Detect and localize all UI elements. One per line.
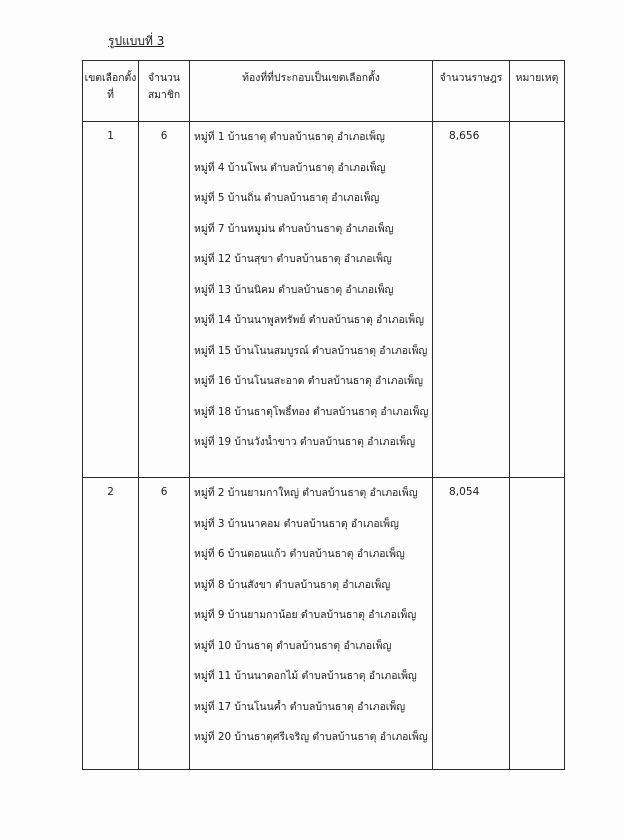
district-number-cell: 1	[83, 122, 139, 478]
list-item: หมู่ที่ 8 บ้านสังขา ตำบลบ้านธาตุ อำเภอเพ็ญ	[194, 578, 391, 591]
list-item: หมู่ที่ 7 บ้านหมูม่น ตำบลบ้านธาตุ อำเภอเพ็ญ	[194, 222, 394, 235]
list-item: หมู่ที่ 16 บ้านโนนสะอาด ตำบลบ้านธาตุ อำเภอเพ็ญ	[194, 375, 424, 387]
list-item: หมู่ที่ 13 บ้านนิคม ตำบลบ้านธาตุ อำเภอเพ็ญ	[194, 283, 394, 296]
list-item: หมู่ที่ 14 บ้านนาพูลทรัพย์ ตำบลบ้านธาตุ อำเภอเพ็ญ	[194, 314, 425, 326]
table-row	[83, 122, 565, 478]
header-remarks-label: หมายเหตุ	[515, 72, 559, 84]
list-item: หมู่ที่ 10 บ้านธาตุ ตำบลบ้านธาตุ อำเภอเพ็ญ	[194, 639, 392, 652]
header-district-line1: เขตเลือกตั้ง	[84, 72, 137, 84]
list-item: หมู่ที่ 20 บ้านธาตุศรีเจริญ ตำบลบ้านธาตุ อำเภอเพ็ญ	[194, 731, 428, 743]
list-item: หมู่ที่ 5 บ้านถิ่น ตำบลบ้านธาตุ อำเภอเพ็ญ	[194, 192, 380, 204]
format-title: รูปแบบที่ 3	[108, 34, 165, 48]
list-item: หมู่ที่ 3 บ้านนาคอม ตำบลบ้านธาตุ อำเภอเพ็ญ	[194, 517, 399, 530]
header-district	[83, 61, 139, 122]
remarks-cell	[510, 122, 565, 478]
member-count-cell: 6	[139, 478, 190, 770]
village-list	[190, 122, 432, 466]
list-item: หมู่ที่ 12 บ้านสุขา ตำบลบ้านธาตุ อำเภอเพ็ญ	[194, 253, 392, 265]
population-cell: 8,054	[433, 478, 510, 770]
header-population-label: จำนวนราษฎร	[439, 72, 503, 84]
remarks-cell	[510, 478, 565, 770]
list-item: หมู่ที่ 11 บ้านนาดอกไม้ ตำบลบ้านธาตุ อำเภอเพ็ญ	[194, 670, 417, 682]
header-area-label: ท้องที่ที่ประกอบเป็นเขตเลือกตั้ง	[242, 72, 380, 84]
list-item: หมู่ที่ 19 บ้านวังน้ำขาว ตำบลบ้านธาตุ อำเภอเพ็ญ	[194, 436, 416, 448]
header-area	[190, 61, 433, 122]
list-item: หมู่ที่ 2 บ้านยามกาใหญ่ ตำบลบ้านธาตุ อำเภอเพ็ญ	[194, 487, 418, 499]
member-count-cell: 6	[139, 122, 190, 478]
table-header-row	[83, 61, 565, 122]
list-item: หมู่ที่ 17 บ้านโนนค้ำ ตำบลบ้านธาตุ อำเภอเพ็ญ	[194, 700, 406, 713]
table-row	[83, 478, 565, 770]
list-item: หมู่ที่ 9 บ้านยามกาน้อย ตำบลบ้านธาตุ อำเภอเพ็ญ	[194, 609, 417, 621]
header-district-line2: ที่	[107, 89, 114, 101]
area-cell	[190, 122, 433, 478]
election-district-table	[82, 60, 565, 770]
list-item: หมู่ที่ 1 บ้านธาตุ ตำบลบ้านธาตุ อำเภอเพ็ญ	[194, 131, 385, 143]
header-population	[433, 61, 510, 122]
area-cell	[190, 478, 433, 770]
header-remarks	[510, 61, 565, 122]
header-members-line2: สมาชิก	[147, 89, 181, 101]
village-list	[190, 478, 432, 761]
list-item: หมู่ที่ 6 บ้านดอนแก้ว ตำบลบ้านธาตุ อำเภอเพ็ญ	[194, 548, 405, 560]
list-item: หมู่ที่ 4 บ้านโพน ตำบลบ้านธาตุ อำเภอเพ็ญ	[194, 161, 386, 174]
district-number-cell: 2	[83, 478, 139, 770]
header-members-line1: จำนวน	[148, 72, 180, 84]
list-item: หมู่ที่ 18 บ้านธาตุโพธิ์ทอง ตำบลบ้านธาตุ อำเภอเพ็ญ	[194, 405, 429, 418]
header-members	[139, 61, 190, 122]
list-item: หมู่ที่ 15 บ้านโนนสมบูรณ์ ตำบลบ้านธาตุ อำเภอเพ็ญ	[194, 344, 428, 357]
population-cell: 8,656	[433, 122, 510, 478]
